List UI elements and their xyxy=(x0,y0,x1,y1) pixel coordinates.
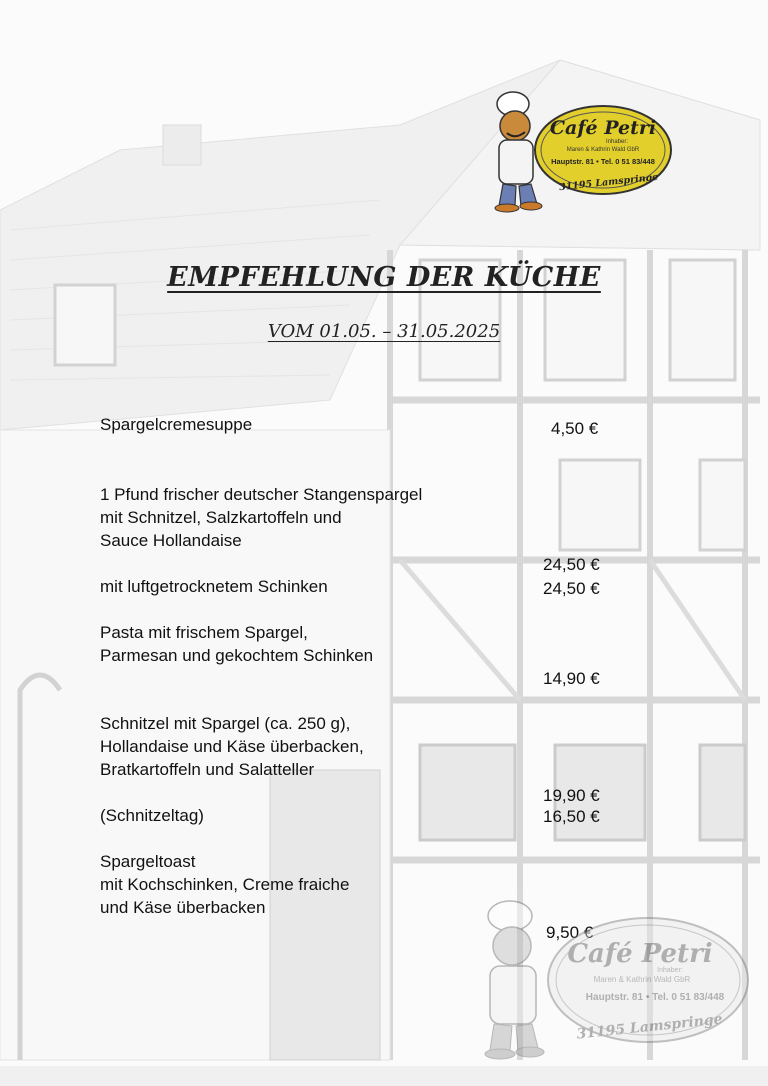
cafe-petri-logo-bottom xyxy=(470,898,755,1063)
menu-item-schnitzel-variant: (Schnitzeltag) xyxy=(100,806,204,825)
menu-item-toast-price: 9,50 € xyxy=(546,923,594,942)
menu-item-soup-price: 4,50 € xyxy=(551,419,599,438)
logo-bottom-name: Café Petri xyxy=(567,939,713,969)
logo-owner-label: Inhaber: xyxy=(605,139,629,145)
menu-item-soup-name: Spargelcremesuppe xyxy=(100,415,253,434)
menu-item-spargel-line2: mit Schnitzel, Salzkartoffeln und xyxy=(100,508,342,527)
menu-item-spargel-line1: 1 Pfund frischer deutscher Stangenspargel xyxy=(100,485,423,504)
period-subtitle: VOM 01.05. – 31.05.2025 xyxy=(267,321,501,342)
menu-item-schnitzel-variant-price: 16,50 € xyxy=(543,807,600,826)
logo-city: 31195 Lamspringe xyxy=(558,171,659,194)
logo-bottom-owner: Maren & Kathrin Wald GbR xyxy=(593,975,691,984)
cafe-petri-logo-top xyxy=(485,88,675,218)
menu-item-spargel-variant-price: 24,50 € xyxy=(543,579,600,598)
menu-item-schnitzel-line1: Schnitzel mit Spargel (ca. 250 g), xyxy=(100,714,351,733)
menu-item-schnitzel-line2: Hollandaise und Käse überbacken, xyxy=(100,737,364,756)
logo-bottom-address: Hauptstr. 81 • Tel. 0 51 83/448 xyxy=(585,992,725,1003)
logo-address: Hauptstr. 81 • Tel. 0 51 83/448 xyxy=(551,157,655,166)
logo-bottom-owner-label: Inhaber: xyxy=(657,967,683,974)
menu-item-spargel-variant: mit luftgetrocknetem Schinken xyxy=(100,577,328,596)
menu-item-pasta-price: 14,90 € xyxy=(543,669,600,688)
page-title: EMPFEHLUNG DER KÜCHE xyxy=(167,262,601,293)
page-bottom-border xyxy=(0,1066,768,1086)
menu-item-schnitzel-line3: Bratkartoffeln und Salatteller xyxy=(100,760,315,779)
logo-name: Café Petri xyxy=(549,117,657,139)
logo-bottom-city: 31195 Lamspringe xyxy=(575,1011,724,1043)
logo-owner: Maren & Kathrin Wald GbR xyxy=(566,147,640,153)
menu-item-spargel-price: 24,50 € xyxy=(543,555,600,574)
menu-item-pasta-line2: Parmesan und gekochtem Schinken xyxy=(100,646,374,665)
menu-item-pasta-line1: Pasta mit frischem Spargel, xyxy=(100,623,308,642)
menu-item-spargel-line3: Sauce Hollandaise xyxy=(100,531,242,550)
menu-item-schnitzel-price: 19,90 € xyxy=(543,786,600,805)
menu-item-toast-line1: Spargeltoast xyxy=(100,852,196,871)
menu-item-toast-line2: mit Kochschinken, Creme fraiche xyxy=(100,875,350,894)
menu-item-toast-line3: und Käse überbacken xyxy=(100,898,266,917)
